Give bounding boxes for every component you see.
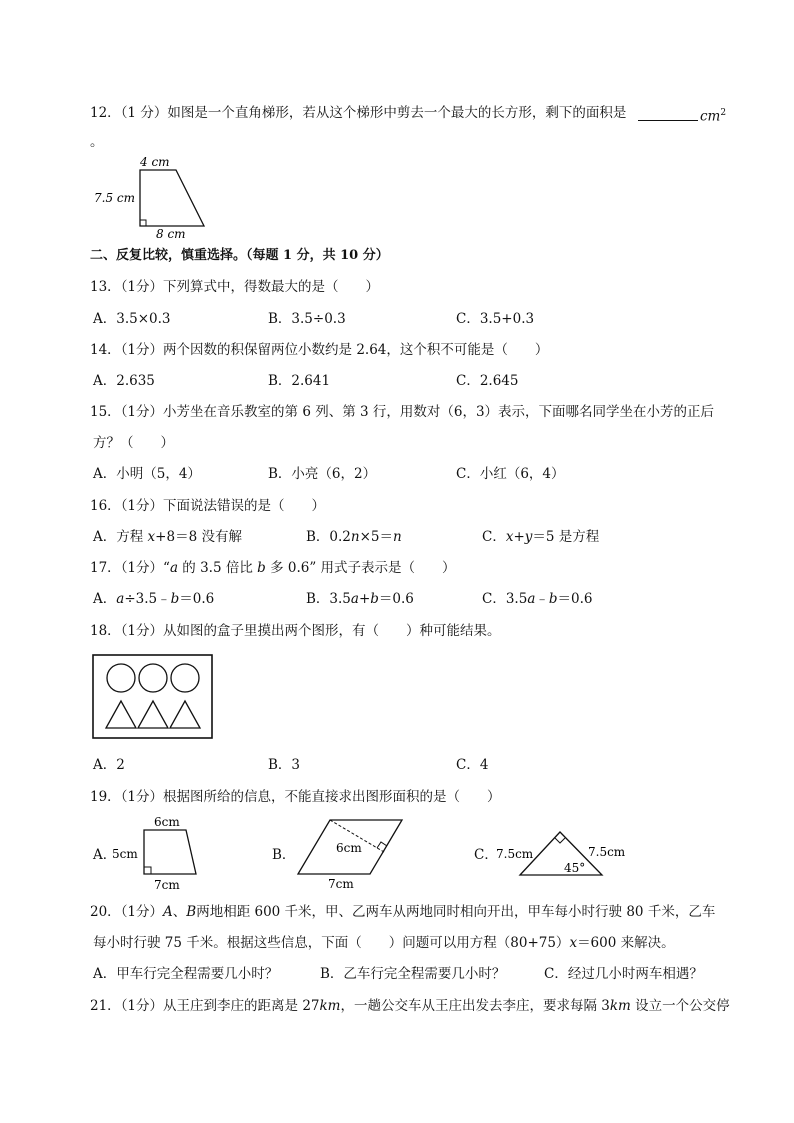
q20-var-a: A: [163, 904, 173, 920]
trap-a-left-label: 5cm: [112, 847, 138, 861]
q15-number: 15．: [90, 404, 121, 420]
trap-top-label: 4 cm: [140, 156, 170, 169]
q17-b-mid: +: [358, 591, 371, 607]
trap-a-bottom-label: 7cm: [154, 878, 180, 892]
q20-text2-var: x: [569, 935, 578, 951]
q17-a-var: a: [116, 591, 125, 607]
q21-mid: ，一趟公交车从王庄出发去李庄，要求每隔 3: [340, 998, 610, 1014]
q17-option-b[interactable]: [306, 590, 414, 608]
q12-tail: 。: [90, 134, 104, 150]
trap-left-label: 7.5 cm: [94, 191, 135, 205]
q12-answer-blank[interactable]: [638, 108, 698, 121]
q14-text: （1分）两个因数的积保留两位小数约是 2.64，这个积不可能是（ ）: [120, 342, 549, 358]
q15-line: [90, 403, 714, 421]
para-height-label: 6cm: [336, 841, 362, 855]
q14-number: 14．: [90, 342, 121, 358]
q20-option-b[interactable]: B．乙车行完全程需要几小时？: [320, 966, 506, 982]
q14-option-b[interactable]: B．2.641: [268, 373, 331, 389]
q18-number: 18．: [90, 623, 121, 639]
q13-text: （1分）下列算式中，得数最大的是（ ）: [120, 279, 380, 295]
q20-sep: 、: [172, 904, 187, 920]
q12-trapezoid-figure: [92, 156, 212, 240]
section2-title: 二、反复比较，慎重选择。（每题 1 分，共 10 分）: [90, 248, 389, 263]
q19-option-a-label[interactable]: A．: [93, 847, 117, 863]
q21-post: 设立一个公交停: [630, 998, 730, 1014]
q13-number: 13．: [90, 279, 121, 295]
q21-number: 21．: [90, 998, 121, 1014]
q16-number: 16．: [90, 498, 121, 514]
q19-option-c-figure[interactable]: [492, 818, 632, 880]
q16-option-a[interactable]: [93, 528, 242, 546]
q20-var-b: B: [186, 904, 197, 920]
q15-line2: 方？（ ）: [93, 435, 174, 451]
circle-shape-1: [107, 664, 135, 692]
q15-option-a[interactable]: A．小明（5，4）: [93, 466, 201, 482]
right-angle-mark-c: [555, 838, 565, 843]
tri-right-label: 7.5cm: [588, 845, 626, 859]
q16-b-var: n: [350, 529, 360, 545]
q13-option-c[interactable]: C．3.5+0.3: [456, 311, 535, 327]
q19-line: [90, 788, 501, 806]
q17-b-pre: B．3.5: [306, 591, 351, 607]
q17-option-c[interactable]: [482, 590, 593, 608]
right-angle-mark-a: [144, 867, 151, 874]
q14-option-c[interactable]: C．2.645: [456, 373, 519, 389]
tri-left-label: 7.5cm: [496, 847, 534, 861]
para-bottom-label: 7cm: [328, 877, 354, 891]
q12-text: （1 分）如图是一个直角梯形，若从这个梯形中剪去一个最大的长方形，剩下的面积是: [120, 105, 627, 121]
q17-text-var2: b: [257, 560, 266, 576]
q15-option-c[interactable]: C．小红（6，4）: [456, 466, 565, 482]
q19-option-a-figure[interactable]: [112, 812, 212, 892]
tri-angle-label: 45°: [564, 861, 586, 875]
q16-c-post: ＝5 是方程: [532, 529, 600, 545]
q20-text2-post: ＝600 来解决。: [577, 935, 675, 951]
q18-option-a[interactable]: A．2: [93, 757, 125, 773]
q13-line: [90, 278, 379, 296]
q17-a-mid: ÷3.5﹣: [124, 591, 171, 607]
q17-a-pre: A．: [93, 591, 117, 607]
q16-c-var2: y: [524, 529, 533, 545]
q15-option-b[interactable]: B．小亮（6，2）: [268, 466, 377, 482]
triangle-shape-1: [106, 701, 136, 728]
q17-b-post: ＝0.6: [378, 591, 414, 607]
q12-line: [90, 104, 626, 122]
q16-c-pre: C．: [482, 529, 506, 545]
q16-text: （1分）下面说法错误的是（ ）: [120, 498, 326, 514]
q17-c-pre: C．3.5: [482, 591, 528, 607]
q17-line: [90, 559, 456, 577]
q20-line2: [93, 934, 675, 952]
q21-pre: （1分）从王庄到李庄的距离是 27: [120, 998, 320, 1014]
q19-number: 19．: [90, 789, 121, 805]
q16-c-mid: +: [513, 529, 525, 545]
q20-text2-pre: 每小时行驶 75 千米。根据这些信息，下面（ ）问题可以用方程（80+75）: [93, 935, 570, 951]
q17-text-post: 多 0.6” 用式子表示是（ ）: [265, 560, 456, 576]
q21-line: [90, 997, 730, 1015]
q12-unit: cm: [700, 108, 721, 125]
trapezoid-shape: [140, 170, 204, 226]
q16-a-post: +8＝8 没有解: [155, 529, 242, 545]
q14-option-a[interactable]: A．2.635: [93, 373, 155, 389]
q17-c-var: a: [527, 591, 536, 607]
q20-line: [90, 903, 715, 921]
q13-option-a[interactable]: A．3.5×0.3: [93, 311, 171, 327]
q16-b-pre: B．0.2: [306, 529, 351, 545]
q21-unit1: km: [319, 998, 341, 1014]
circle-shape-2: [139, 664, 167, 692]
trapezoid-a-shape: [144, 830, 196, 874]
q17-c-mid: ﹣: [535, 591, 549, 607]
q12-number: 12．: [90, 105, 121, 121]
q20-pre: （1分）: [120, 904, 164, 920]
q16-a-var: x: [147, 529, 156, 545]
q17-text-mid: 的 3.5 倍比: [178, 560, 258, 576]
q16-c-var: x: [505, 529, 514, 545]
q20-option-a[interactable]: A．甲车行完全程需要几小时？: [93, 966, 279, 982]
q18-box-figure: [92, 654, 214, 740]
q16-a-pre: A．方程: [93, 529, 148, 545]
q19-option-b-label[interactable]: B．: [272, 847, 296, 863]
q18-option-c[interactable]: C．4: [456, 757, 489, 773]
q17-number: 17．: [90, 560, 121, 576]
q17-b-var: a: [350, 591, 359, 607]
q21-unit2: km: [609, 998, 631, 1014]
q17-c-post: ＝0.6: [557, 591, 593, 607]
triangle-shape-2: [138, 701, 168, 728]
q17-a-post: ＝0.6: [179, 591, 215, 607]
q18-text: （1分）从如图的盒子里摸出两个图形，有（ ）种可能结果。: [120, 623, 501, 639]
q18-option-b[interactable]: B．3: [268, 757, 301, 773]
q12-unit-sup: 2: [720, 108, 727, 118]
triangle-shape-3: [170, 701, 200, 728]
q19-option-c-label[interactable]: C．: [474, 847, 498, 863]
q16-line: [90, 497, 325, 515]
q17-b-var2: b: [370, 591, 379, 607]
q13-option-b[interactable]: B．3.5÷0.3: [268, 311, 346, 327]
circle-shape-3: [171, 664, 199, 692]
q20-number: 20．: [90, 904, 121, 920]
q14-line: [90, 341, 548, 359]
q15-text: （1分）小芳坐在音乐教室的第 6 列、第 3 行，用数对（6，3）表示，下面哪名同学坐在小芳的正后: [120, 404, 715, 420]
q19-text: （1分）根据图所给的信息，不能直接求出图形面积的是（ ）: [120, 789, 501, 805]
q16-b-mid: ×5＝: [359, 529, 393, 545]
q16-option-c[interactable]: [482, 528, 599, 546]
q20-text: 两地相距 600 千米，甲、乙两车从两地同时相向开出，甲车每小时行驶 80 千米，乙车: [196, 904, 716, 920]
q16-option-b[interactable]: [306, 528, 402, 546]
q17-option-a[interactable]: [93, 590, 214, 608]
q17-c-var2: b: [548, 591, 558, 607]
q16-b-var2: n: [393, 529, 402, 545]
q17-a-var2: b: [170, 591, 180, 607]
q17-text-var: a: [169, 560, 178, 576]
right-angle-mark: [140, 220, 146, 226]
trap-bottom-label: 8 cm: [156, 227, 186, 240]
q18-line: [90, 622, 501, 640]
q17-text-pre: （1分）“: [120, 560, 170, 576]
trap-a-top-label: 6cm: [154, 815, 180, 829]
q12-answer: [636, 104, 726, 126]
q19-option-b-figure[interactable]: [290, 812, 410, 892]
q20-option-c[interactable]: C．经过几小时两车相遇？: [544, 966, 703, 982]
